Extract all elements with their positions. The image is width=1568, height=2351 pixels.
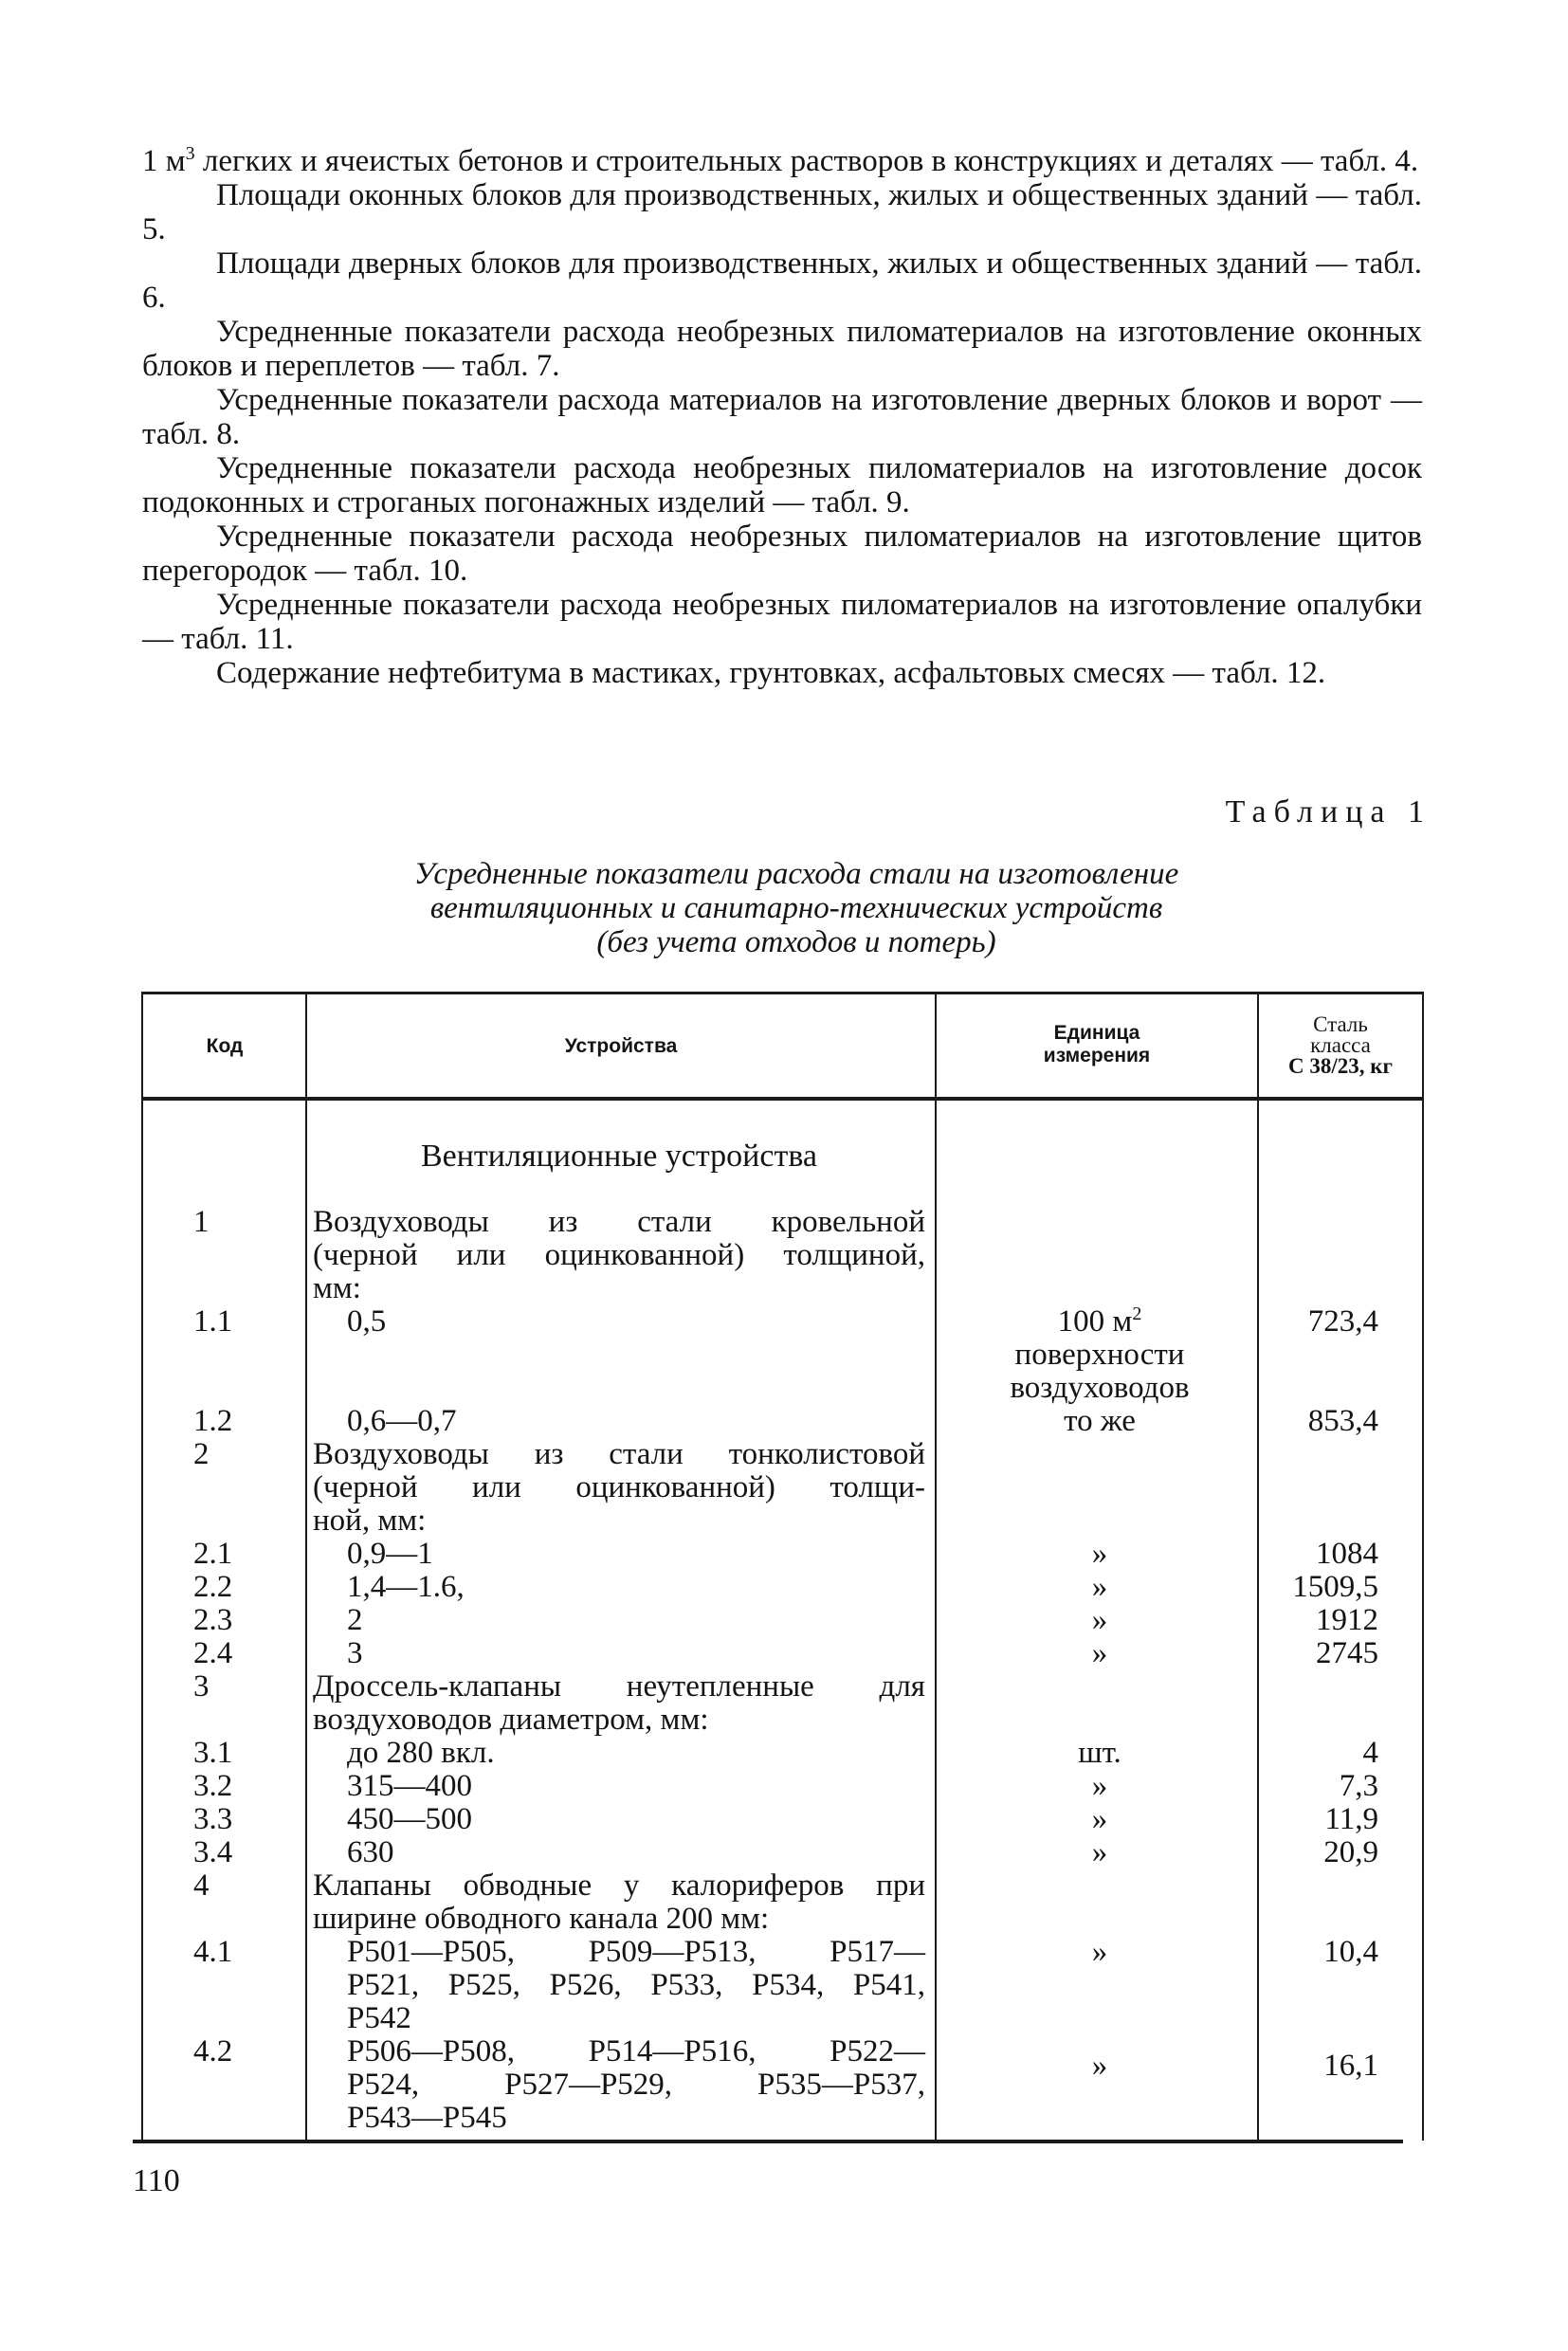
row-unit: » [1091, 1636, 1108, 1670]
table-left-border [141, 992, 143, 2141]
table-caption [209, 857, 1384, 959]
intro-paragraph: Усредненные показатели расхода необрезных пиломатериалов на изготовление щитов перегородок — табл. 10. [142, 519, 1422, 588]
row-value: 853,4 [1307, 1404, 1378, 1438]
header-code: Код [206, 1035, 244, 1057]
row-description: 1,4—1.6, [347, 1570, 465, 1604]
row-value: 20,9 [1323, 1835, 1378, 1869]
caption-line: Усредненные показатели расхода стали на изготовление [413, 857, 1179, 891]
row-code: 3.3 [193, 1802, 233, 1836]
row-unit: поверхности [1014, 1338, 1185, 1372]
intro-paragraph: Содержание нефтебитума в мастиках, грунтовках, асфальтовых смесях — табл. 12. [216, 656, 1326, 690]
header-steel [1259, 1014, 1422, 1077]
row-description: Р543—Р545 [347, 2101, 507, 2135]
row-code: 1.2 [193, 1404, 233, 1438]
row-unit: » [1091, 1935, 1108, 1969]
superscript: 3 [185, 143, 195, 164]
row-code: 3.4 [193, 1835, 233, 1869]
row-value: 1912 [1316, 1603, 1378, 1637]
table-label: Таблица 1 [1225, 794, 1431, 829]
row-unit: то же [1064, 1404, 1136, 1438]
row-unit [939, 1305, 1261, 1339]
column-divider [305, 992, 307, 2141]
row-value: 2745 [1316, 1636, 1378, 1670]
row-value: 11,9 [1324, 1802, 1378, 1836]
row-code: 4.1 [193, 1935, 233, 1969]
row-description: 450—500 [347, 1802, 472, 1836]
unit-text: 100 м [1057, 1304, 1133, 1339]
table-bottom-rule [133, 2140, 1403, 2143]
row-description: Р524, Р527—Р529, Р535—Р537, [347, 2068, 925, 2102]
row-code: 2.2 [193, 1570, 233, 1604]
header-unit-line: измерения [1043, 1045, 1151, 1066]
row-unit: » [1091, 1603, 1108, 1637]
header-unit-line: Единица [1053, 1022, 1140, 1044]
row-description: 2 [347, 1603, 363, 1637]
row-unit: » [1091, 2049, 1108, 2083]
page-number: 110 [133, 2163, 180, 2198]
row-description: воздуховодов диаметром, мм: [313, 1703, 709, 1737]
header-steel-line: Сталь [1313, 1012, 1368, 1036]
row-description: Клапаны обводные у калориферов при [313, 1868, 925, 1903]
row-unit: » [1091, 1802, 1108, 1836]
intro-paragraph: Усредненные показатели расхода необрезных пиломатериалов на изготовление досок подоконных и строганых погонажных изделий — табл. 9. [142, 451, 1422, 519]
intro-paragraph [142, 144, 1422, 178]
row-description: (черной или оцинкованной) толщи- [313, 1470, 925, 1504]
intro-paragraph: Усредненные показатели расхода материалов на изготовление дверных блоков и ворот — табл. 8. [142, 383, 1422, 451]
row-description: ной, мм: [313, 1504, 427, 1538]
row-description: 0,9—1 [347, 1537, 433, 1571]
intro-paragraph: Площади оконных блоков для производственных, жилых и общественных зданий — табл. 5. [142, 178, 1422, 246]
intro-paragraph: Усредненные показатели расхода необрезных пиломатериалов на изготовление оконных блоков и переплетов — табл. 7. [142, 315, 1422, 383]
row-description: ширине обводного канала 200 мм: [313, 1902, 770, 1936]
row-unit: » [1091, 1570, 1108, 1604]
superscript: 2 [1132, 1303, 1142, 1324]
intro-text [142, 144, 1422, 690]
table-right-border [1422, 992, 1424, 2141]
row-description: 630 [347, 1835, 394, 1869]
table-top-rule [142, 992, 1424, 994]
row-code: 1 [193, 1205, 210, 1239]
row-value: 1084 [1316, 1537, 1378, 1571]
row-value: 16,1 [1323, 2049, 1378, 2083]
row-description: Воздуховоды из стали кровельной [313, 1205, 925, 1239]
row-unit: » [1091, 1835, 1108, 1869]
row-unit: » [1091, 1769, 1108, 1803]
row-description: 0,6—0,7 [347, 1404, 457, 1438]
header-device: Устройства [564, 1035, 678, 1057]
row-code: 2 [193, 1437, 210, 1471]
caption-line: (без учета отходов и потерь) [596, 925, 996, 959]
column-divider [935, 992, 937, 2141]
header-bottom-rule [142, 1097, 1424, 1101]
row-code: 3.1 [193, 1736, 233, 1770]
row-code: 2.4 [193, 1636, 233, 1670]
row-description: Дроссель-клапаны неутепленные для [313, 1669, 925, 1704]
row-value: 7,3 [1339, 1769, 1378, 1803]
row-unit: воздуховодов [1010, 1371, 1190, 1405]
intro-paragraph: Площади дверных блоков для производственных, жилых и общественных зданий — табл. 6. [142, 246, 1422, 315]
row-description: Р506—Р508, Р514—Р516, Р522— [347, 2034, 925, 2069]
row-code: 3.2 [193, 1769, 233, 1803]
row-unit: » [1091, 1537, 1108, 1571]
intro-p1-start: 1 м [142, 144, 186, 178]
intro-paragraph: Усредненные показатели расхода необрезных пиломатериалов на изготовление опалубки — табл. 11. [142, 588, 1422, 656]
row-description: 3 [347, 1636, 363, 1670]
row-code: 4.2 [193, 2034, 233, 2069]
row-value: 1509,5 [1292, 1570, 1378, 1604]
row-description: мм: [313, 1271, 361, 1305]
section-title: Вентиляционные устройства [420, 1139, 818, 1174]
row-code: 4 [193, 1868, 210, 1903]
row-description: до 280 вкл. [347, 1736, 495, 1770]
caption-line: вентиляционных и санитарно-технических устройств [429, 891, 1163, 925]
row-unit: шт. [1078, 1736, 1121, 1770]
row-description: Р521, Р525, Р526, Р533, Р534, Р541, [347, 1968, 925, 2002]
header-steel-line: класса [1310, 1033, 1371, 1057]
row-description: Воздуховоды из стали тонколистовой [313, 1437, 925, 1471]
row-value: 723,4 [1307, 1304, 1378, 1339]
row-code: 2.3 [193, 1603, 233, 1637]
header-unit [937, 1022, 1257, 1067]
row-description: (черной или оцинкованной) толщиной, [313, 1238, 925, 1272]
row-value: 10,4 [1323, 1935, 1378, 1969]
header-steel-line: С 38/23, кг [1288, 1054, 1393, 1078]
row-code: 3 [193, 1669, 210, 1704]
row-code: 1.1 [193, 1304, 233, 1339]
row-description: Р542 [347, 2001, 411, 2035]
row-code: 2.1 [193, 1537, 233, 1571]
row-description: Р501—Р505, Р509—Р513, Р517— [347, 1935, 925, 1969]
row-description: 315—400 [347, 1769, 472, 1803]
intro-p1-end: легких и ячеистых бетонов и строительных растворов в конструкциях и деталях — табл. 4. [194, 144, 1419, 178]
row-value: 4 [1362, 1736, 1378, 1770]
row-description: 0,5 [347, 1304, 387, 1339]
